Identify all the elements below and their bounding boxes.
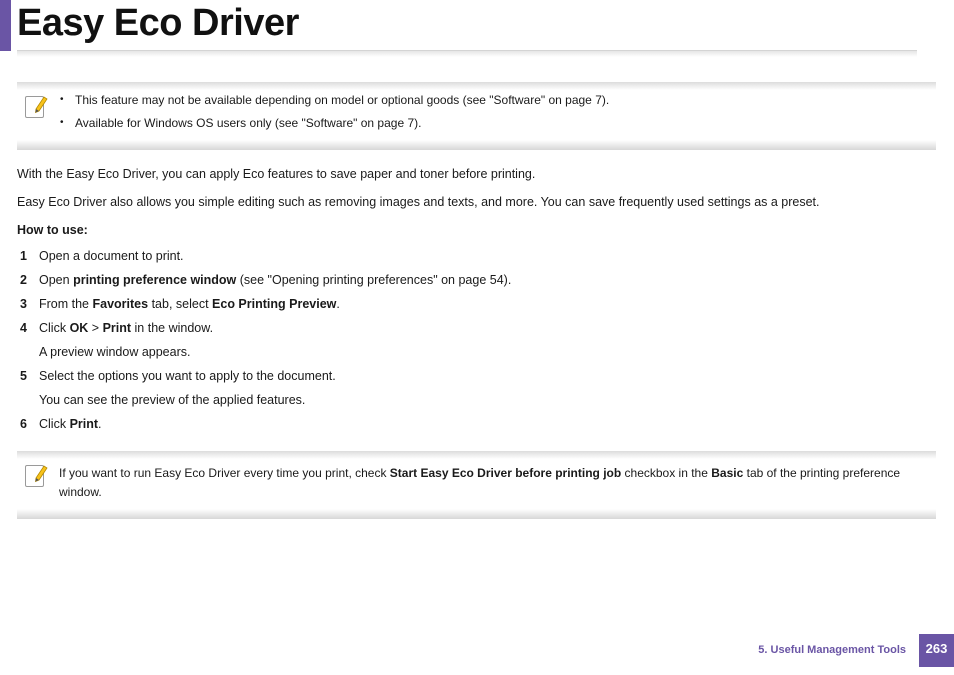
note-pencil-icon bbox=[24, 462, 48, 488]
title-accent-bar bbox=[0, 0, 11, 51]
intro-paragraph: Easy Eco Driver also allows you simple editing such as removing images and texts, and more. You can save frequently used settings as a preset. bbox=[17, 195, 820, 209]
page-number-badge: 263 bbox=[919, 634, 954, 667]
note-box bbox=[17, 451, 936, 519]
step-result-text: You can see the preview of the applied features. bbox=[39, 393, 306, 407]
note-text: If you want to run Easy Eco Driver every time you print, check Start Easy Eco Driver before printing job checkbox in the Basic tab of the printing preference window. bbox=[59, 466, 901, 499]
how-to-heading: How to use: bbox=[17, 223, 88, 237]
note-bullet-list bbox=[60, 93, 609, 139]
intro-paragraph: With the Easy Eco Driver, you can apply Eco features to save paper and toner before printing. bbox=[17, 167, 536, 181]
step-text: From the Favorites tab, select Eco Printing Preview. bbox=[39, 297, 340, 311]
step-number: 3 bbox=[20, 297, 27, 311]
step-number: 2 bbox=[20, 273, 27, 287]
step-number: 1 bbox=[20, 249, 27, 263]
note-box bbox=[17, 82, 936, 150]
step-text: Open a document to print. bbox=[39, 249, 184, 263]
step-text: Select the options you want to apply to the document. bbox=[39, 369, 336, 383]
note-pencil-icon bbox=[24, 93, 48, 119]
step-text: Click OK > Print in the window. bbox=[39, 321, 214, 335]
step-text: Click Print. bbox=[39, 417, 102, 431]
note-bullet: • This feature may not be available depending on model or optional goods (see "Software" on page 7). bbox=[60, 93, 609, 107]
page-title: Easy Eco Driver bbox=[17, 2, 299, 44]
step-number: 4 bbox=[20, 321, 27, 335]
note-bullet: • Available for Windows OS users only (see "Software" on page 7). bbox=[60, 116, 609, 130]
step-result-text: A preview window appears. bbox=[39, 345, 191, 359]
step-number: 6 bbox=[20, 417, 27, 431]
step-number: 5 bbox=[20, 369, 27, 383]
footer-section-title: 5. Useful Management Tools bbox=[758, 644, 906, 656]
title-divider bbox=[17, 50, 917, 57]
step-text: Open printing preference window (see "Opening printing preferences" on page 54). bbox=[39, 273, 512, 287]
